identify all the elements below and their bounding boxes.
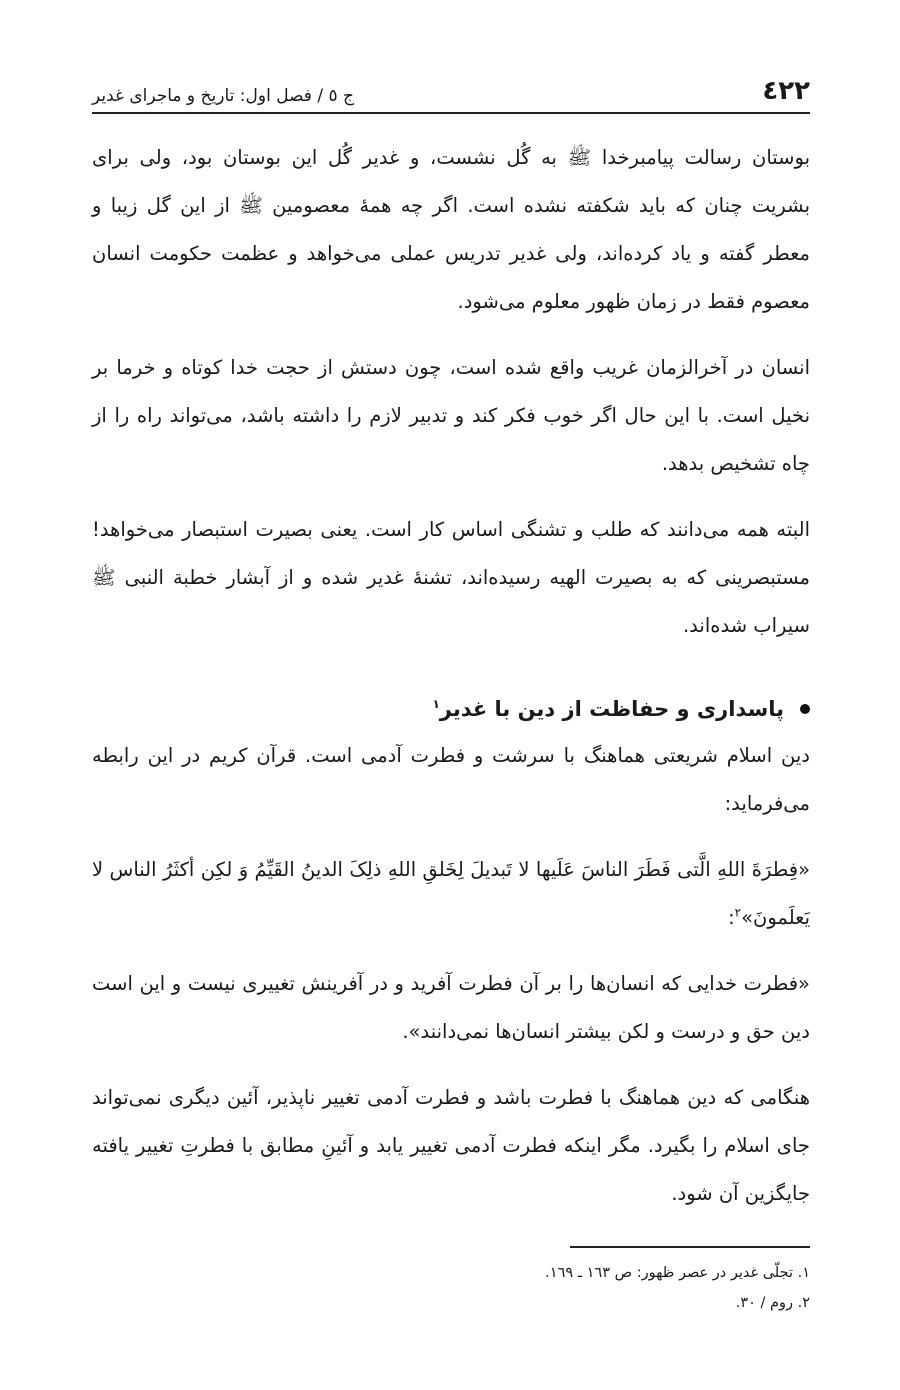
verse-translation: «فطرت خدایی که انسان‌ها را بر آن فطرت آفرید و در آفرینش تغییری نیست و این است دین حق و درست و لکن بیشتر انسان‌ها نمی‌دانند». — [92, 972, 810, 1043]
quran-tail: : — [728, 906, 735, 929]
book-page — [92, 62, 810, 1318]
footnote: ٢. روم / ٣٠. — [735, 1295, 810, 1311]
body-text — [92, 134, 810, 1218]
bullet-icon — [800, 704, 810, 714]
footnotes — [92, 1258, 810, 1318]
page-number: ٤٢٢ — [762, 76, 810, 106]
section-heading-text: پاسداری و حفاظت از دین با غدیر — [439, 697, 784, 721]
quran-text: «فِطرَةَ اللهِ الَّتی فَطَرَ الناسَ عَلَیها لا تَبدیلَ لِخَلقِ اللهِ ذلِکَ الدینُ القَیِّمُ وَ لکِن أکثَرُ الناس لا یَعلَمونَ» — [92, 858, 810, 929]
section-intro: دین اسلام شریعتی هماهنگ با سرشت و فطرت آدمی است. قرآن کریم در این رابطه می‌فرماید: — [92, 744, 810, 815]
paragraph: البته همه می‌دانند که طلب و تشنگی اساس کار است. یعنی بصیرت استبصار می‌خواهد! مستبصرینی که به بصیرت الهیه رسیده‌اند، تشنهٔ غدیر شده و از آبشار خطبة النبی ﷺ سیراب شده‌اند. — [92, 518, 810, 637]
footnote-ref: ١ — [432, 697, 440, 711]
paragraph: بوستان رسالت پیامبرخدا ﷺ به گُل نشست، و غدیر گُل این بوستان بود، ولی برای بشریت چنان که باید شکفته نشده است. اگر چه همهٔ معصومین ﷺ از این گل زیبا و معطر گفته و یاد کرده‌اند، ولی غدیر تدریس عملی می‌خواهد و عظمت حکومت انسان معصوم فقط در زمان ظهور معلوم می‌شود. — [92, 146, 810, 313]
chapter-title: ج ٥ / فصل اول: تاریخ و ماجرای غدیر — [92, 86, 355, 106]
footnote-ref: ٢ — [734, 905, 742, 920]
running-header — [92, 62, 810, 114]
footnote-divider — [570, 1246, 810, 1248]
footnote: ١. تجلّی غدیر در عصر ظهور: ص ١٦٣ ـ ١٦٩. — [545, 1265, 810, 1281]
quran-verse — [92, 846, 810, 942]
section-heading — [92, 686, 810, 732]
paragraph: انسان در آخرالزمان غریب واقع شده است، چون دستش از حجت خدا کوتاه و خرما بر نخیل است. با این حال اگر خوب فکر کند و تدبیر لازم را داشته باشد، می‌تواند راه را از چاه تشخیص بدهد. — [92, 356, 810, 475]
closing-paragraph: هنگامی که دین هماهنگ با فطرت باشد و فطرت آدمی تغییر ناپذیر، آئین دیگری نمی‌تواند جای اسلام را بگیرد. مگر اینکه فطرت آدمی تغییر یابد و آئینِ مطابق با فطرتِ تغییر یافته جایگزین آن شود. — [92, 1086, 810, 1205]
